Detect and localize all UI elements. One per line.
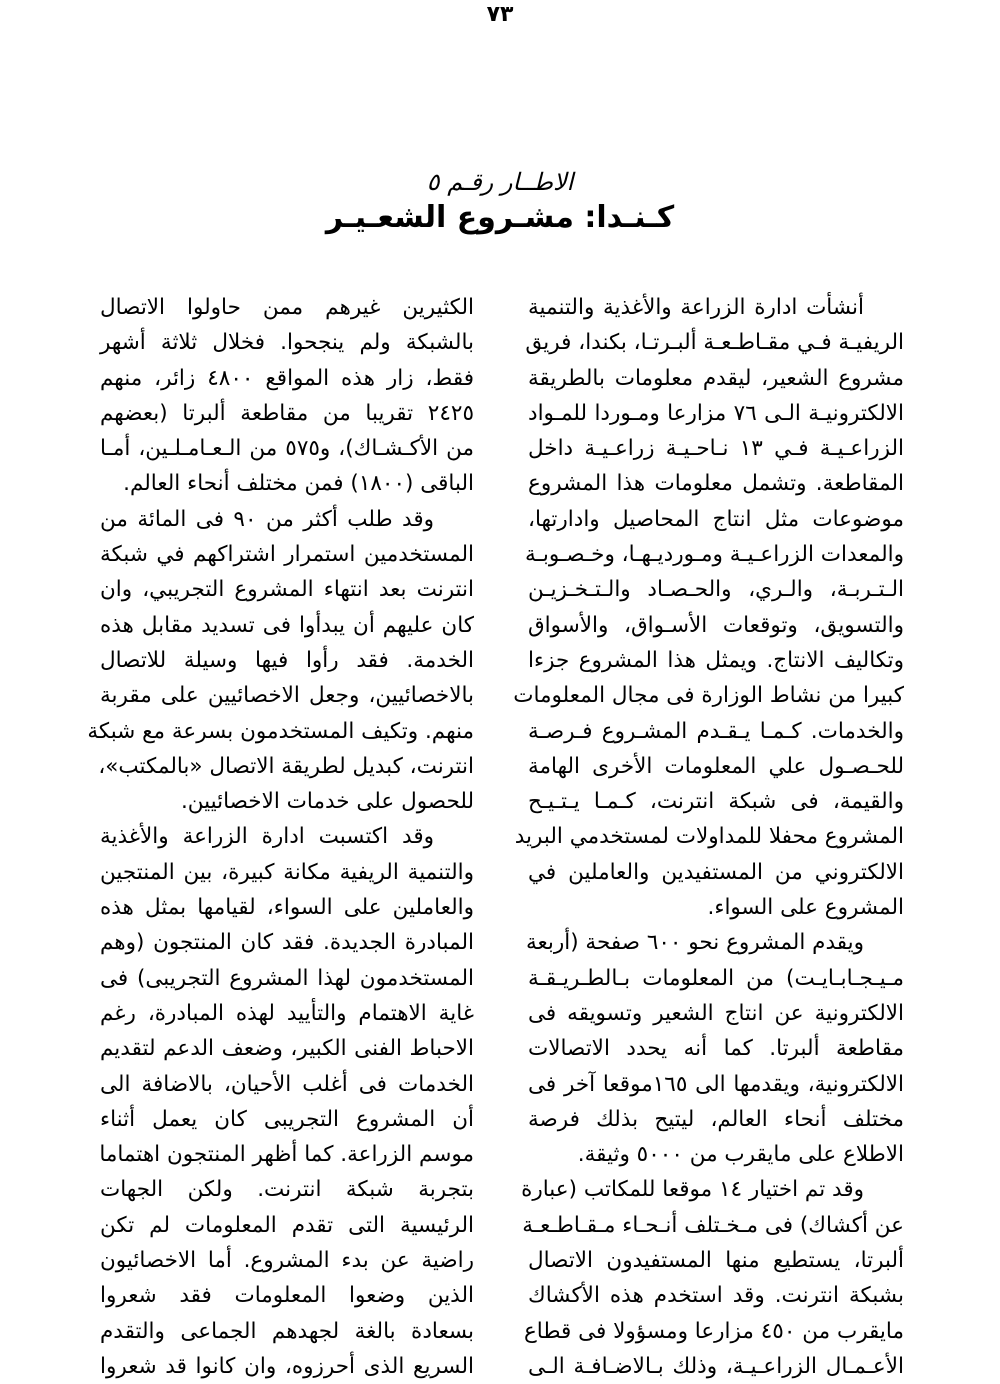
text-line: أنشأت ادارة الزراعة والأغذية والتنمية: [528, 295, 864, 320]
text-line: والمعدات الزراعـيـة ومـورديـهـا، وخـصـوبـة: [525, 542, 904, 568]
text-line: الخدمة. فقد رأوا فيها وسيلة للاتصال: [100, 647, 474, 673]
box-label: الاطــار رقـم ٥: [426, 168, 574, 196]
text-line: الـتـربـة، والـري، والحـصـاد والـتـخـزيـن: [528, 577, 904, 603]
text-line: والتسويق، وتوقعات الأسـواق، والأسواق: [528, 612, 904, 638]
box-title: كـنـدا: مشـروع الشعـيـر: [325, 200, 675, 235]
text-line: والتنمية الريفية مكانة كبيرة، بين المنتجين: [100, 859, 474, 885]
text-line: المشروع محفلا للمداولات لمستخدمي البريد: [514, 824, 904, 850]
text-line: مختلف أنحاء العالم، ليتيح بذلك فرصة: [528, 1106, 904, 1132]
text-line: مايقرب من ٤٥٠ مزارعا ومسؤولا فى قطاع: [523, 1318, 904, 1344]
text-line: غاية الاهتمام والتأييد لهذه المبادرة، رغم: [100, 1000, 474, 1026]
text-line: الالكتروني من المستفيدين والعاملين في: [528, 859, 904, 885]
text-line: والخدمات. كـمـا يـقـدم المشـروع فـرصـة: [528, 718, 904, 744]
text-line: بشبكة انترنت. وقد استخدم هذه الأكشاك: [528, 1283, 904, 1309]
text-line: بتجربة شبكة انترنت. ولكن الجهات: [100, 1177, 474, 1203]
text-line: الالكترونية عن انتاج الشعير وتسويقه فى: [528, 1000, 904, 1026]
text-line: الريفيـة فـي مقـاطـعـة ألبـرتـا، بكندا، فريق: [525, 330, 904, 356]
text-line: الرئيسية التى تقدم المعلومات لم تكن: [100, 1212, 474, 1238]
text-line: المستخدمين استمرار اشتراكهم في شبكة: [100, 542, 474, 568]
page-number: ٧٣: [486, 2, 514, 27]
text-line: المستخدمون لهذا المشروع التجريبى) فى: [100, 965, 474, 991]
text-line: الخدمات فى أغلب الأحيان، بالاضافة الى: [100, 1071, 474, 1097]
text-line: وقد طلب أكثر من ٩٠ فى المائة من: [100, 506, 434, 532]
text-line: الباقى (١٨٠٠) فمن مختلف أنحاء العالم.: [123, 471, 474, 497]
text-line: الالكترونية، ويقدمها الى ١٦٥موقعا آخر فى: [528, 1071, 904, 1097]
text-line: وقد تم اختيار ١٤ موقعا للمكاتب (عبارة: [521, 1177, 864, 1203]
text-line: مـيـجـابـايـت) من المعلومات بـالطـريـقـة: [528, 965, 904, 991]
text-line: مشروع الشعير، ليقدم معلومات بالطريقة: [528, 365, 904, 391]
text-line: الأعـمـال الزراعـيـة، وذلك بـالاضـافـة الـى: [528, 1353, 904, 1379]
text-line: المبادرة الجديدة. فقد كان المنتجون (وهم: [100, 930, 474, 956]
text-line: موضوعات مثل انتاج المحاصيل وادارتها،: [528, 506, 904, 532]
text-line: ويقدم المشروع نحو ٦٠٠ صفحة (أربعة: [525, 930, 864, 956]
text-line: وتكاليف الانتاج. ويمثل هذا المشروع جزءا: [528, 647, 904, 673]
text-line: الذين وضعوا المعلومات فقد شعروا: [100, 1283, 474, 1309]
text-line: موسم الزراعة. كما أظهر المنتجون اهتماما: [99, 1142, 474, 1168]
text-line: راضية عن بدء المشروع. أما الاخصائيون: [100, 1248, 474, 1274]
text-line: بسعادة بالغة لجهدهم الجماعى والتقدم: [100, 1318, 474, 1344]
text-line: ألبرتا، يستطيع منها المستفيدون الاتصال: [528, 1248, 904, 1274]
text-line: الزراعـيـة فـي ١٣ نـاحـيـة زراعـيـة داخل: [528, 436, 904, 462]
text-line: كبيرا من نشاط الوزارة فى مجال المعلومات: [513, 683, 904, 709]
text-line: أن المشروع التجريبى كان يعمل أثناء: [100, 1106, 474, 1132]
right-text-column: [513, 290, 905, 1384]
text-line: عن أكشاك) فى مـخـتلف أنـحـاء مـقـاطـعـة: [522, 1212, 904, 1238]
text-line: للحـصـول علي المعلومات الأخرى الهامة: [528, 753, 904, 779]
text-line: الالكترونيـة الـى ٧٦ مزارعا ومـوردا للمـواد: [528, 400, 905, 426]
text-line: ٢٤٢٥ تقريبا من مقاطعة ألبرتا (بعضهم: [100, 400, 474, 426]
text-line: بالشبكة ولم ينجحوا. فخلال ثلاثة أشهر: [100, 330, 474, 356]
text-line: الاطلاع على مايقرب من ٥٠٠٠ وثيقة.: [577, 1142, 904, 1168]
left-text-column: [87, 290, 475, 1384]
text-line: المشروع على السواء.: [707, 895, 904, 921]
text-line: منهم. وتكيف المستخدمون بسرعة مع شبكة: [87, 718, 474, 744]
text-line: والقيمة، فى شبكة انترنت، كـمـا يـتـيـح: [528, 789, 904, 815]
text-line: الاحباط الفنى الكبير، وضعف الدعم لتقديم: [100, 1036, 474, 1062]
text-line: فقط، زار هذه المواقع ٤٨٠٠ زائر، منهم: [100, 365, 474, 391]
text-line: كان عليهم أن يبدأوا فى تسديد مقابل هذه: [100, 612, 474, 638]
text-line: بالاخصائيين، وجعل الاخصائيين على مقربة: [100, 683, 474, 709]
text-line: وقد اكتسبت ادارة الزراعة والأغذية: [100, 824, 434, 850]
text-line: السريع الذى أحرزوه، وان كانوا قد شعروا: [100, 1353, 474, 1379]
text-line: انترنت بعد انتهاء المشروع التجريبي، وان: [100, 577, 474, 603]
text-line: انترنت، كبديل لطريقة الاتصال «بالمكتب»،: [98, 753, 474, 779]
text-line: المقاطعة. وتشمل معلومات هذا المشروع: [528, 471, 904, 497]
text-line: للحصول على خدمات الاخصائيين.: [180, 789, 474, 815]
text-line: مقاطعة ألبرتا. كما أنه يحدد الاتصالات: [528, 1036, 904, 1062]
text-line: من الأكـشـاك)، و٥٧٥ من الـعـامـلـين، أمـا: [100, 436, 475, 462]
text-line: والعاملين على السواء، لقيامها بمثل هذه: [100, 895, 474, 921]
text-line: الكثيرين غيرهم ممن حاولوا الاتصال: [100, 295, 474, 320]
